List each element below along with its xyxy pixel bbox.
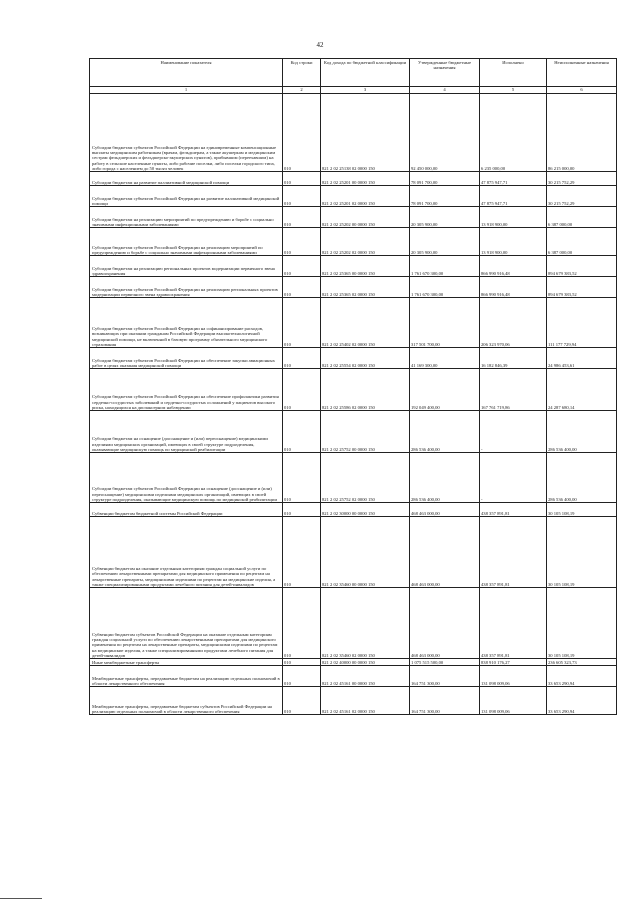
row-line-code: 010 <box>283 348 321 369</box>
row-kbk: 821 2 02 25138 02 0000 150 <box>321 94 410 172</box>
row-approved: 1 761 670 300,00 <box>410 277 480 298</box>
row-kbk: 821 2 02 25402 02 0000 150 <box>321 298 410 348</box>
column-number: 4 <box>410 87 480 94</box>
row-kbk: 821 2 02 25752 00 0000 150 <box>321 411 410 453</box>
column-number-row <box>90 87 617 94</box>
column-number: 5 <box>480 87 547 94</box>
row-unexecuted: 236 605 323,73 <box>547 659 617 666</box>
row-executed: 6 235 000,00 <box>480 94 547 172</box>
table-row <box>90 503 617 517</box>
row-unexecuted: 894 679 383,52 <box>547 277 617 298</box>
row-executed: 131 098 009,06 <box>480 666 547 687</box>
row-name: Субсидии бюджетам субъектов Российской Федерации на софинансирование расходов, возникающих при оказании гражданам Российской Федерации высокотехнологичной медицинской помощи, не включенной в базовую программу обязательного медицинского страхования <box>90 298 283 348</box>
row-executed: 13 918 900,00 <box>480 207 547 228</box>
row-name: Субсидии бюджетам на реализацию мероприятий по предупреждению и борьбе с социально значимыми инфекционными заболеваниями <box>90 207 283 228</box>
table-row <box>90 369 617 411</box>
page-number: 42 <box>316 41 324 49</box>
row-approved: 286 536 400,00 <box>410 411 480 453</box>
row-kbk: 821 2 02 35460 02 0000 150 <box>321 588 410 659</box>
row-approved: 20 305 900,00 <box>410 207 480 228</box>
budget-report-table <box>89 58 617 715</box>
row-kbk: 821 2 02 25752 02 0000 150 <box>321 453 410 503</box>
row-executed: 206 323 970,06 <box>480 298 547 348</box>
table-row <box>90 186 617 207</box>
row-name: Межбюджетные трансферты, передаваемые бюджетам на реализацию отдельных полномочий в области лекарственного обеспечения <box>90 666 283 687</box>
column-number: 2 <box>283 87 321 94</box>
row-approved: 78 091 700,00 <box>410 186 480 207</box>
table-row <box>90 277 617 298</box>
row-executed: - <box>480 453 547 503</box>
row-unexecuted: 86 215 000,00 <box>547 94 617 172</box>
table-row <box>90 666 617 687</box>
row-unexecuted: 33 653 290,94 <box>547 666 617 687</box>
row-line-code: 010 <box>283 517 321 588</box>
row-name: Субсидии бюджетам субъектов Российской Федерации на развитие паллиативной медицинской помощи <box>90 186 283 207</box>
row-line-code: 010 <box>283 256 321 277</box>
row-approved: 164 751 300,00 <box>410 666 480 687</box>
row-executed: 838 910 176,27 <box>480 659 547 666</box>
row-unexecuted: 6 387 000,00 <box>547 207 617 228</box>
row-approved: 1 075 515 500,00 <box>410 659 480 666</box>
row-unexecuted: 894 679 383,52 <box>547 256 617 277</box>
table-row <box>90 256 617 277</box>
header-executed: Исполнено <box>480 59 547 87</box>
report-body <box>90 94 617 715</box>
row-kbk: 821 2 02 25365 02 0000 150 <box>321 277 410 298</box>
row-unexecuted: 30 105 108,19 <box>547 503 617 517</box>
column-number: 3 <box>321 87 410 94</box>
row-executed: 866 990 916,48 <box>480 256 547 277</box>
row-line-code: 010 <box>283 298 321 348</box>
row-line-code: 010 <box>283 659 321 666</box>
row-approved: 20 305 900,00 <box>410 228 480 256</box>
row-kbk: 821 2 02 45161 00 0000 150 <box>321 666 410 687</box>
row-approved: 164 751 300,00 <box>410 687 480 715</box>
row-line-code: 010 <box>283 503 321 517</box>
row-approved: 317 501 700,00 <box>410 298 480 348</box>
table-row <box>90 411 617 453</box>
row-kbk: 821 2 02 25201 02 0000 150 <box>321 186 410 207</box>
table-row <box>90 687 617 715</box>
row-executed: 16 182 846,39 <box>480 348 547 369</box>
table-row <box>90 659 617 666</box>
column-number: 1 <box>90 87 283 94</box>
row-executed: - <box>480 411 547 453</box>
row-approved: 468 463 000,00 <box>410 517 480 588</box>
row-approved: 78 091 700,00 <box>410 172 480 186</box>
row-unexecuted: 286 536 400,00 <box>547 453 617 503</box>
row-executed: 866 990 916,48 <box>480 277 547 298</box>
row-approved: 92 450 000,00 <box>410 94 480 172</box>
row-unexecuted: 30 215 752,29 <box>547 186 617 207</box>
table-row <box>90 517 617 588</box>
row-executed: 47 875 947,71 <box>480 172 547 186</box>
row-name: Субвенции бюджетам на оказание отдельным категориям граждан социальной услуги по обеспечению лекарственными препаратами для медицинского применения по рецептам на лекарственные препараты, медицинскими изделиями по рецептам на медицинские изделия, а также специализированными продуктами лечебного питания для детей-инвалидов <box>90 517 283 588</box>
row-approved: 468 463 000,00 <box>410 588 480 659</box>
header-row <box>90 59 617 87</box>
row-name: Субсидии бюджетам субъектов Российской Федерации на единовременные компенсационные выплаты медицинским работникам (врачам, фельдшерам, а также акушеркам и медицинским сестрам фельдшерских и фельдшерско-акушерских пунктов), прибывшим (переехавшим) на работу в сельские населенные пункты, либо рабочие поселки, либо поселки городского типа, либо города с населением до 50 тысяч человек <box>90 94 283 172</box>
row-approved: 468 463 000,00 <box>410 503 480 517</box>
row-kbk: 821 2 02 25586 02 0000 150 <box>321 369 410 411</box>
footer-divider <box>0 898 42 899</box>
header-line-code: Код строки <box>283 59 321 87</box>
row-line-code: 010 <box>283 453 321 503</box>
row-line-code: 010 <box>283 207 321 228</box>
column-number: 6 <box>547 87 617 94</box>
row-unexecuted: 286 536 400,00 <box>547 411 617 453</box>
row-executed: 438 357 891,81 <box>480 588 547 659</box>
row-line-code: 010 <box>283 369 321 411</box>
row-kbk: 821 2 02 25202 02 0000 150 <box>321 228 410 256</box>
row-name: Межбюджетные трансферты, передаваемые бюджетам субъектов Российской Федерации на реализацию отдельных полномочий в области лекарственного обеспечения <box>90 687 283 715</box>
table-row <box>90 94 617 172</box>
row-line-code: 010 <box>283 588 321 659</box>
row-executed: 13 918 900,00 <box>480 228 547 256</box>
row-name: Иные межбюджетные трансферты <box>90 659 283 666</box>
table-row <box>90 172 617 186</box>
header-kbk: Код дохода по бюджетной классификации <box>321 59 410 87</box>
row-name: Субсидии бюджетам субъектов Российской Федерации на обеспечение закупки авиационных работ в целях оказания медицинской помощи <box>90 348 283 369</box>
row-unexecuted: 111 177 729,94 <box>547 298 617 348</box>
row-executed: 47 875 947,71 <box>480 186 547 207</box>
row-name: Субвенции бюджетам субъектов Российской Федерации на оказание отдельным категориям граждан социальной услуги по обеспечению лекарственными препаратами для медицинского применения по рецептам на лекарственные препараты, медицинскими изделиями по рецептам на медицинские изделия, а также специализированными продуктами лечебного питания для детей-инвалидов <box>90 588 283 659</box>
row-unexecuted: 30 105 108,19 <box>547 517 617 588</box>
table-row <box>90 228 617 256</box>
row-name: Субсидии бюджетам субъектов Российской Федерации на оснащение (дооснащение и (или) переоснащение) медицинскими изделиями медицинских организаций, имеющих в своей структуре подразделения, оказывающие медицинскую помощь по медицинской реабилитации <box>90 453 283 503</box>
row-line-code: 010 <box>283 94 321 172</box>
row-name: Субвенции бюджетам бюджетной системы Российской Федерации <box>90 503 283 517</box>
row-kbk: 821 2 02 25201 00 0000 150 <box>321 172 410 186</box>
row-line-code: 010 <box>283 277 321 298</box>
row-name: Субсидии бюджетам субъектов Российской Федерации на реализацию региональных проектов модернизации первичного звена здравоохранения <box>90 277 283 298</box>
row-name: Субсидии бюджетам на реализацию региональных проектов модернизации первичного звена здравоохранения <box>90 256 283 277</box>
row-name: Субсидии бюджетам субъектов Российской Федерации на обеспечение профилактики развития сердечно-сосудистых заболеваний и сердечно-сосудистых осложнений у пациентов высокого риска, находящихся на диспансерном наблюдении <box>90 369 283 411</box>
row-executed: 167 761 719,86 <box>480 369 547 411</box>
row-unexecuted: 33 653 290,94 <box>547 687 617 715</box>
row-unexecuted: 6 387 000,00 <box>547 228 617 256</box>
row-approved: 286 536 400,00 <box>410 453 480 503</box>
row-kbk: 821 2 02 45161 02 0000 150 <box>321 687 410 715</box>
row-kbk: 821 2 02 25365 00 0000 150 <box>321 256 410 277</box>
row-name: Субсидии бюджетам на развитие паллиативной медицинской помощи <box>90 172 283 186</box>
row-executed: 438 357 891,81 <box>480 503 547 517</box>
row-kbk: 821 2 02 30000 00 0000 150 <box>321 503 410 517</box>
row-line-code: 010 <box>283 228 321 256</box>
row-name: Субсидии бюджетам на оснащение (дооснащение и (или) переоснащение) медицинскими изделиями медицинских организаций, имеющих в своей структуре подразделения, оказывающие медицинскую помощь по медицинской реабилитации <box>90 411 283 453</box>
row-executed: 438 357 891,81 <box>480 517 547 588</box>
row-line-code: 010 <box>283 172 321 186</box>
row-unexecuted: 24 986 453,61 <box>547 348 617 369</box>
row-line-code: 010 <box>283 411 321 453</box>
row-approved: 1 761 670 300,00 <box>410 256 480 277</box>
row-executed: 131 098 009,06 <box>480 687 547 715</box>
table-row <box>90 588 617 659</box>
row-line-code: 010 <box>283 186 321 207</box>
row-line-code: 010 <box>283 687 321 715</box>
header-approved: Утвержденные бюджетные назначения <box>410 59 480 87</box>
row-unexecuted: 30 105 108,19 <box>547 588 617 659</box>
header-unexecuted: Неисполненные назначения <box>547 59 617 87</box>
table-row <box>90 207 617 228</box>
row-line-code: 010 <box>283 666 321 687</box>
table-row <box>90 453 617 503</box>
row-approved: 41 169 300,00 <box>410 348 480 369</box>
row-kbk: 821 2 02 40000 00 0000 150 <box>321 659 410 666</box>
row-name: Субсидии бюджетам субъектов Российской Федерации на реализацию мероприятий по предупреждению и борьбе с социально значимыми инфекционными заболеваниями <box>90 228 283 256</box>
row-unexecuted: 24 287 680,14 <box>547 369 617 411</box>
table-row <box>90 298 617 348</box>
row-approved: 192 049 400,00 <box>410 369 480 411</box>
header-name: Наименование показателя <box>90 59 283 87</box>
row-kbk: 821 2 02 25202 00 0000 150 <box>321 207 410 228</box>
row-unexecuted: 30 215 752,29 <box>547 172 617 186</box>
table-row <box>90 348 617 369</box>
row-kbk: 821 2 02 35460 00 0000 150 <box>321 517 410 588</box>
row-kbk: 821 2 02 25554 02 0000 150 <box>321 348 410 369</box>
